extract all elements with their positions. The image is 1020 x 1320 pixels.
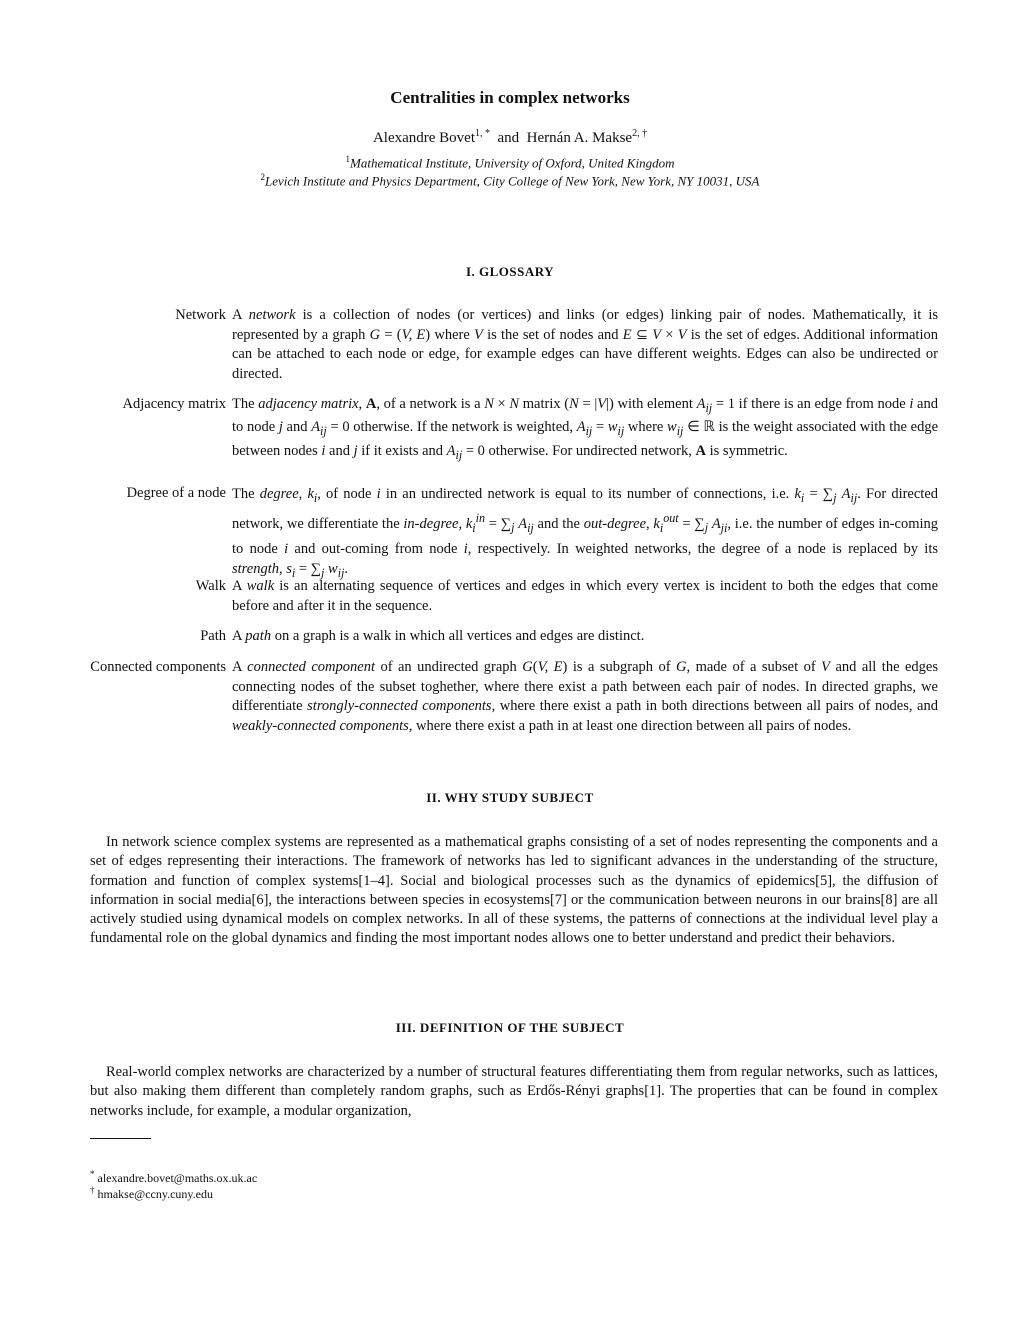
glossary-term: Walk: [195, 578, 226, 594]
glossary-term: Adjacency matrix: [122, 396, 226, 412]
author-affil-mark: 1, *: [475, 128, 490, 139]
affiliation-mark: 1: [345, 154, 350, 164]
footnote-email[interactable]: hmakse@ccny.cuny.edu: [97, 1187, 213, 1201]
footnote: [90, 1169, 257, 1186]
affiliation-mark: 2: [260, 172, 266, 182]
section-heading-definition: III. DEFINITION OF THE SUBJECT: [395, 1020, 625, 1035]
paragraph-text: In network science complex systems are represented as a mathematical graphs consisting of a set of nodes representing the components and a set of edges representing their interactions. The framework of networks has led to significant advances in the understanding of the structure, formation and function of complex systems[1–4]. Social and biological processes such as the dynamics of epidemics[5], the diffusion of information in social media[6], the interactions between species in ecosystems[7] or the communication between neurons in our brains[8] are all actively studied using dynamical models on complex networks. In all of these systems, the patterns of connections at the individual level play a fundamental role on the global dynamics and finding the most important nodes allows one to better understand and predict their behaviors.: [90, 834, 938, 947]
glossary-definition: The degree, $k_i$, of node i in an undirected network is equal to its number of connections, i.e. $k_i = \sum_j$ $A_{ij}$. For directed network, we differentiate the in-degree, $k_i^{in} = \sum_j$ $A_{ij}$ and the out-degree, $k_i^{out} = \sum_j$ $A_{ji}$, i.e. the number of edges in-coming to node i and out-coming from node i, respectively. In weighted networks, the degree of a node is replaced by its strength, $s_i = \sum_j$ $w_{ij}$.: [232, 486, 939, 580]
paragraph-why-study: [90, 833, 938, 949]
paper-title: Centralities in complex networks: [390, 88, 630, 107]
paragraph-definition: [90, 1063, 938, 1121]
author-name: Alexandre Bovet: [372, 130, 475, 146]
section-heading-why-study: II. WHY STUDY SUBJECT: [426, 790, 594, 805]
glossary-definition: A connected component of an undirected graph G(V, E) is a subgraph of G, made of a subset of V and all the edges connecting nodes of the subset toghether, where there exist a path between each pair of nodes. In directed graphs, we differentiate strongly-connected components, where there exist a path in both directions between all pairs of nodes, and weakly-connected components, where there exist a path in at least one direction between all pairs of nodes.: [232, 659, 938, 734]
footnote-separator: [90, 1138, 151, 1139]
section-heading-glossary: I. GLOSSARY: [465, 264, 555, 279]
footnote: [90, 1185, 213, 1202]
footnote-mark: †: [90, 1185, 95, 1195]
glossary-term: Path: [200, 628, 226, 644]
affiliation-text: Mathematical Institute, University of Oxford, United Kingdom: [350, 155, 675, 171]
author-connector: and: [497, 130, 520, 146]
glossary-definition: A walk is an alternating sequence of vertices and edges in which every vertex is incident to both the edges that come before and after it in the sequence.: [232, 578, 939, 614]
author-line: [0, 128, 1020, 147]
glossary-definition: A path on a graph is a walk in which all vertices and edges are distinct.: [232, 628, 645, 644]
footnote-email[interactable]: alexandre.bovet@maths.ox.uk.ac: [97, 1171, 258, 1185]
paragraph-text: Real-world complex networks are characterized by a number of structural features differentiating them from regular networks, such as lattices, but also making them different than completely random graphs, such as Erdős-Rényi graphs[1]. The properties that can be found in complex networks include, for example, a modular organization,: [90, 1064, 938, 1119]
author-affil-mark: 2, †: [632, 128, 648, 139]
glossary-definition: A network is a collection of nodes (or vertices) and links (or edges) linking pair of nodes. Mathematically, it is represented by a graph G = (V, E) where V is the set of nodes and E ⊆ V × V is the set of edges. Additional information can be attached to each node or edge, for example edges can have different weights. Edges can also be undirected or directed.: [232, 307, 939, 382]
author-name: Hernán A. Makse: [526, 130, 633, 146]
affiliation: [0, 154, 1020, 171]
glossary-term: Degree of a node: [126, 485, 226, 501]
affiliation: [0, 172, 1020, 189]
affiliation-text: Levich Institute and Physics Department, City College of New York, New York, NY 10031, USA: [265, 173, 760, 189]
footnote-mark: *: [90, 1169, 95, 1179]
glossary-term: Network: [175, 307, 226, 323]
glossary-definition: The adjacency matrix, A, of a network is a N × N matrix (N = |V|) with element $A_{ij} = 1$ if there is an edge from node i and to node j and $A_{ij} = 0$ otherwise. If the network is weighted, $A_{ij} = w_{ij}$ where $w_{ij}$ ∈ ℝ is the weight associated with the edge between nodes i and j if it exists and $A_{ij} = 0$ otherwise. For undirected network, A is symmetric.: [232, 396, 939, 462]
glossary-term: Connected components: [90, 659, 226, 675]
